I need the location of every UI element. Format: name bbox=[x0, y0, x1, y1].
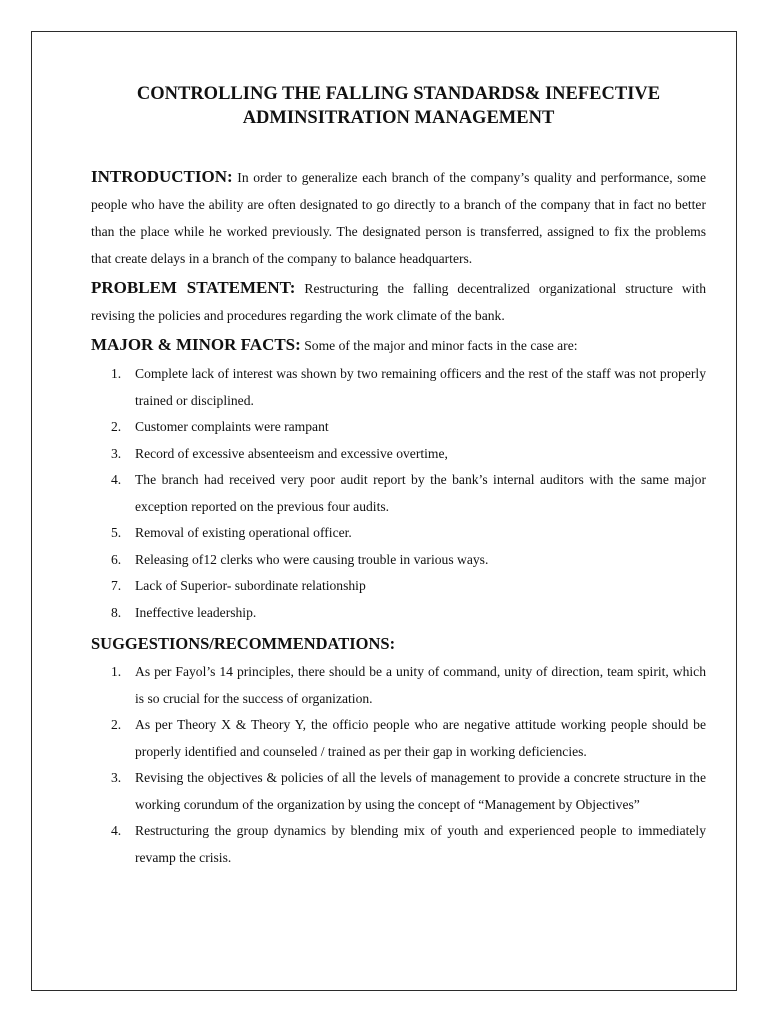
list-item: 6. Releasing of12 clerks who were causing trouble in various ways. bbox=[111, 551, 489, 567]
list-item: 4. Restructuring the group dynamics by blending mix of youth and experienced people to immediately revamp the crisis. bbox=[111, 823, 706, 865]
facts-paragraph bbox=[91, 331, 706, 359]
introduction-text: In order to generalize each branch of the company’s quality and performance, some people who have the ability are often designated to go directly to a branch of the company that in fact no better than the place while he worked previously. The designated person is transferred, assigned to fix the problems that create delays in a branch of the company to balance headquarters. bbox=[91, 170, 706, 266]
title-line-1: CONTROLLING THE FALLING STANDARDS& INEFECTIVE bbox=[136, 84, 661, 104]
list-item: 1. As per Fayol’s 14 principles, there should be a unity of command, unity of direction, team spirit, which is so crucial for the success of organization. bbox=[111, 664, 706, 706]
problem-statement-paragraph bbox=[91, 274, 706, 329]
facts-list bbox=[91, 361, 706, 626]
problem-statement-heading: PROBLEM STATEMENT: bbox=[91, 278, 296, 297]
list-item: 7. Lack of Superior- subordinate relationship bbox=[111, 578, 366, 593]
title-line-2: ADMINSITRATION MANAGEMENT bbox=[242, 108, 555, 128]
suggestions-heading: SUGGESTIONS/RECOMMENDATIONS: bbox=[91, 634, 396, 653]
list-item: 2. As per Theory X & Theory Y, the officio people who are negative attitude working people should be properly identified and counseled / trained as per their gap in working deficiencies. bbox=[111, 717, 706, 759]
problem-statement-text: Restructuring the falling decentralized organizational structure with revising the policies and procedures regarding the work climate of the bank. bbox=[91, 281, 706, 323]
list-item: 3. Record of excessive absenteeism and excessive overtime, bbox=[111, 445, 448, 461]
introduction-paragraph bbox=[91, 163, 706, 272]
suggestions-list bbox=[91, 659, 706, 871]
facts-intro: Some of the major and minor facts in the case are: bbox=[300, 338, 578, 353]
list-item: 1. Complete lack of interest was shown by two remaining officers and the rest of the staff was not properly trained or disciplined. bbox=[111, 366, 706, 408]
list-item: 2. Customer complaints were rampant bbox=[111, 419, 329, 434]
list-item: 4. The branch had received very poor audit report by the bank’s internal auditors with the same major exception reported on the previous four audits. bbox=[111, 472, 706, 514]
introduction-heading: INTRODUCTION: bbox=[91, 167, 233, 186]
list-item: 5. Removal of existing operational officer. bbox=[111, 525, 352, 540]
list-item: 8. Ineffective leadership. bbox=[111, 604, 257, 620]
list-item: 3. Revising the objectives & policies of all the levels of management to provide a concrete structure in the working corundum of the organization by using the concept of “Management by Objectives” bbox=[111, 770, 706, 812]
facts-heading: MAJOR & MINOR FACTS: bbox=[91, 335, 301, 354]
document-body bbox=[91, 82, 706, 875]
document-title bbox=[91, 82, 706, 130]
